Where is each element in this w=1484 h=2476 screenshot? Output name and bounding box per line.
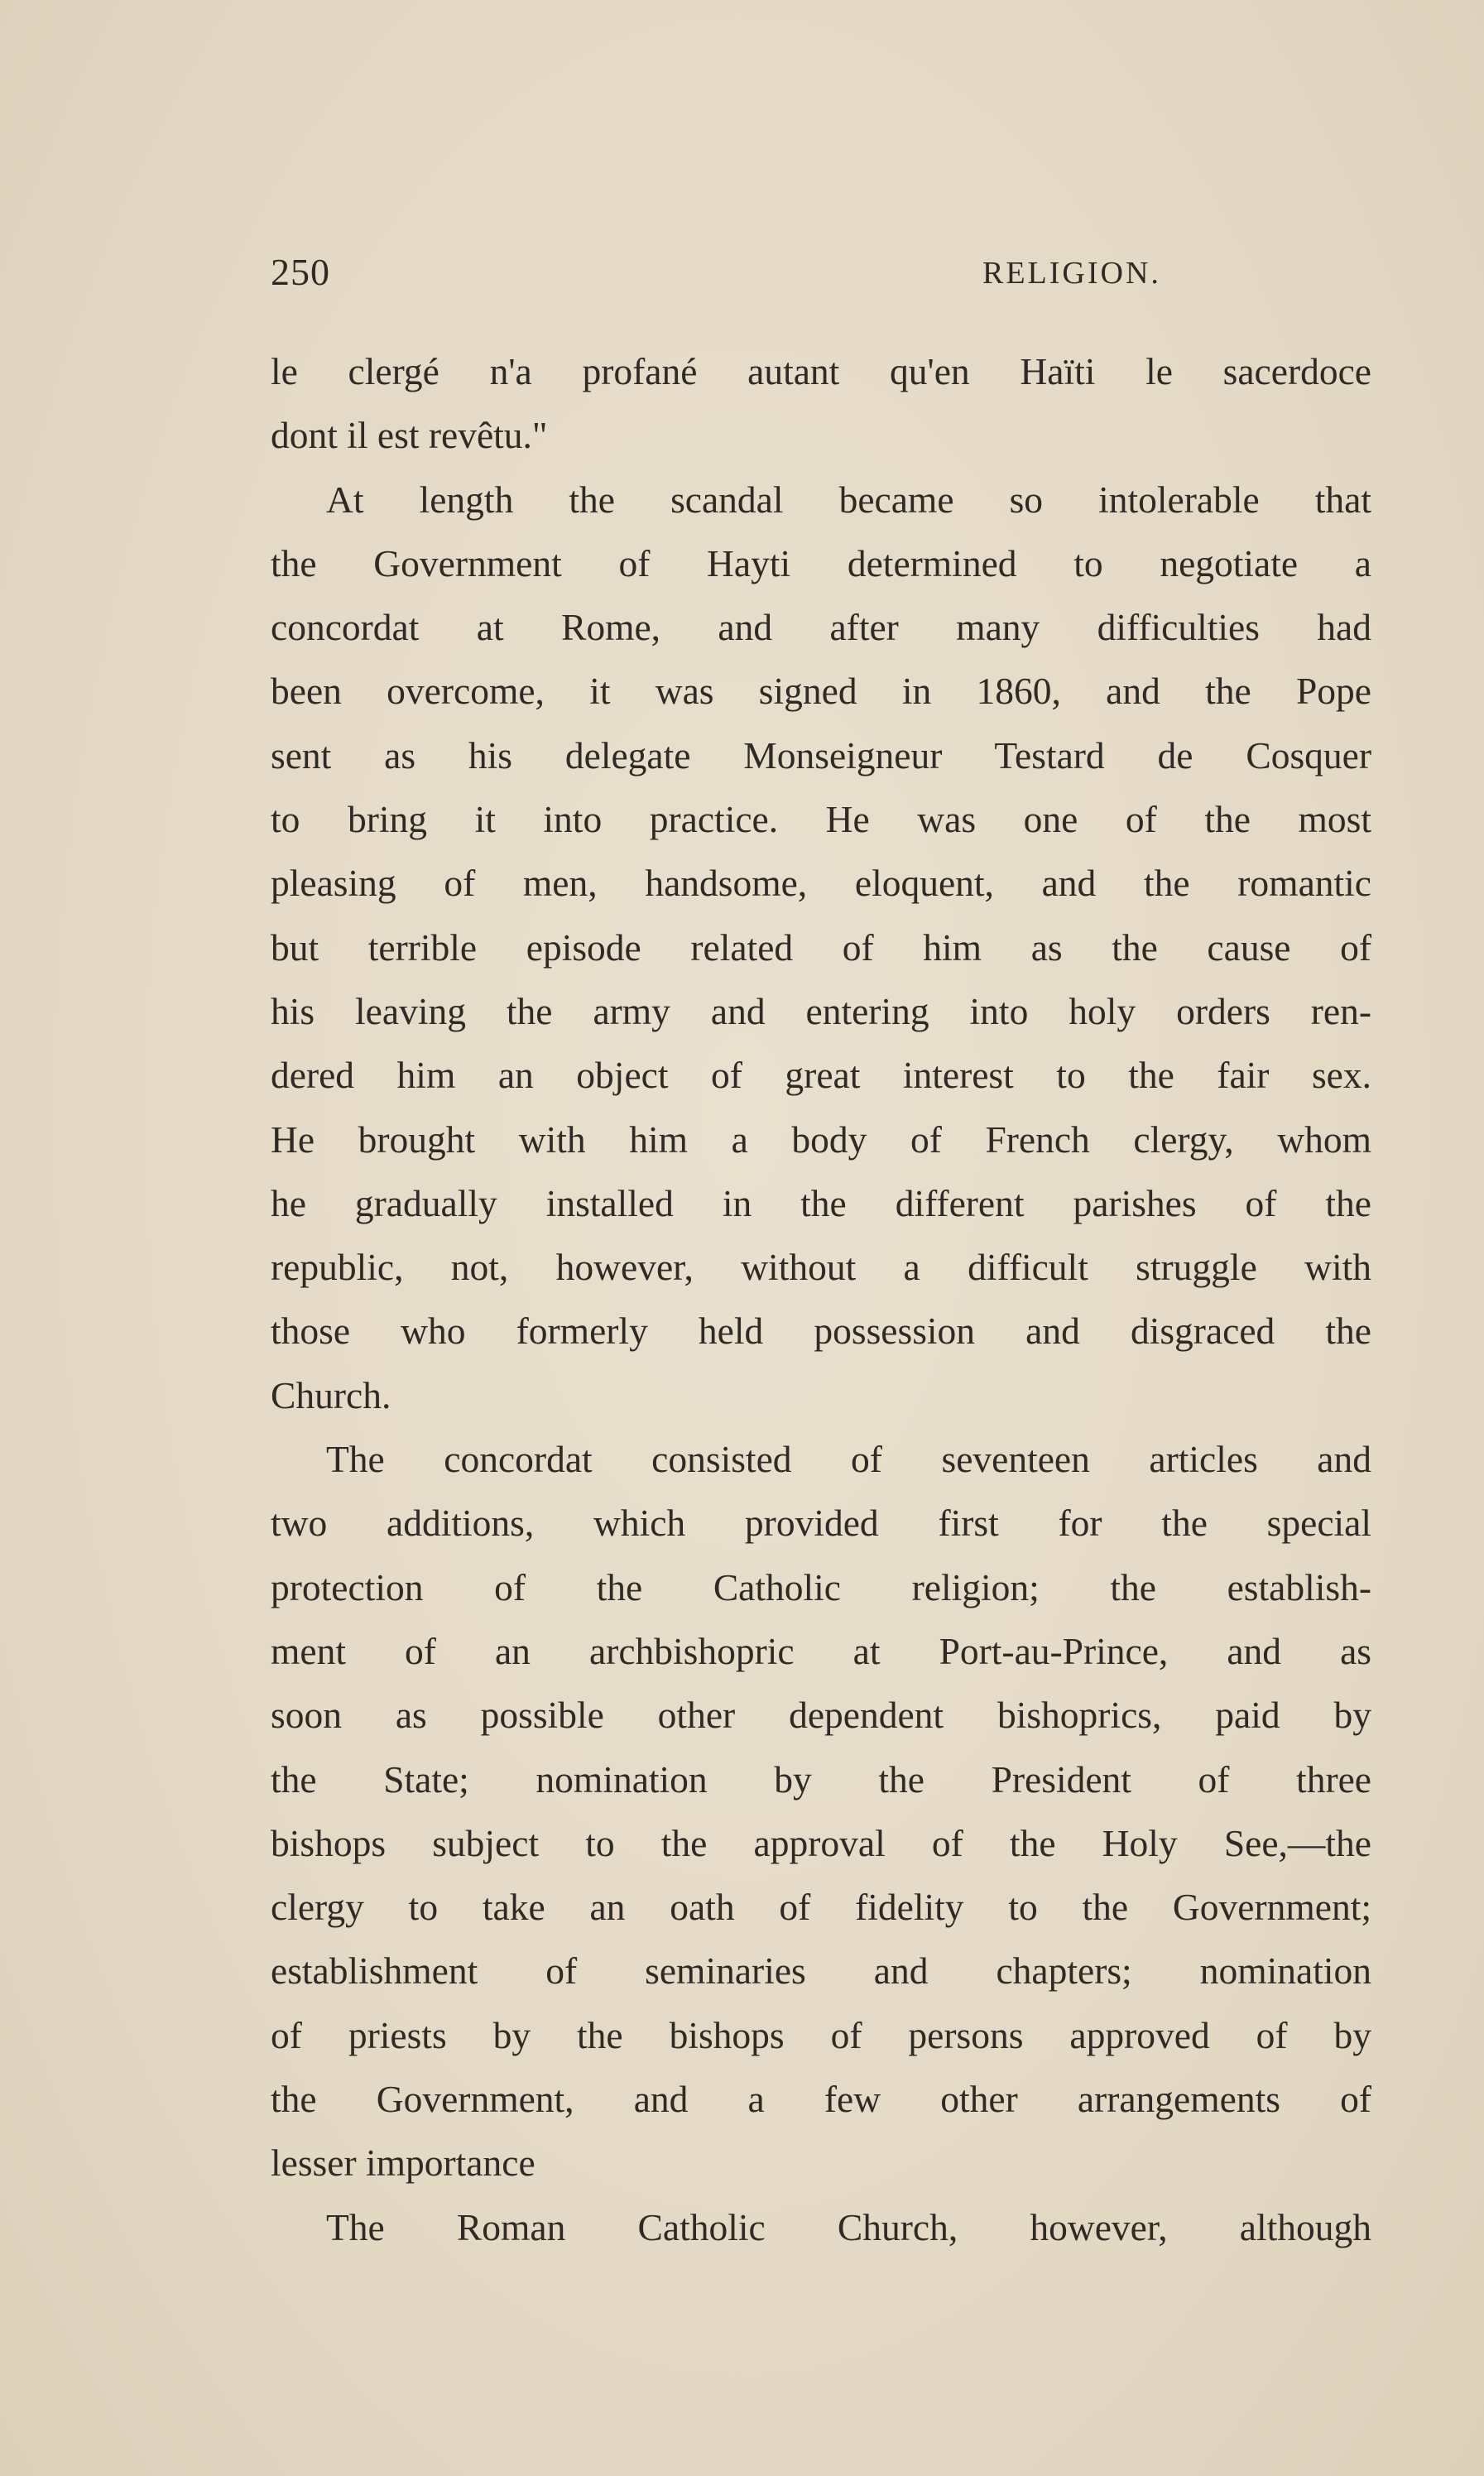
text-line: Church. (271, 1373, 391, 1416)
text-line: republic, not, however, without a difficult struggle with (271, 1246, 1371, 1289)
text-line: he gradually installed in the different parishes of the (271, 1181, 1371, 1224)
text-line: the State; nomination by the President of three (271, 1757, 1371, 1801)
body-text (271, 339, 1371, 2259)
text-line: The concordat consisted of seventeen articles and (326, 1438, 1371, 1481)
text-line: bishops subject to the approval of the Holy See,—the (271, 1821, 1371, 1864)
text-line: his leaving the army and entering into holy orders ren- (271, 989, 1371, 1032)
text-line: le clergé n'a profané autant qu'en Haïti le sacerdoce (271, 350, 1371, 392)
text-line: two additions, which provided first for the special (271, 1502, 1371, 1545)
text-line: concordat at Rome, and after many difficulties had (271, 606, 1371, 649)
text-line: He brought with him a body of French clergy, whom (271, 1118, 1371, 1161)
text-line: protection of the Catholic religion; the establish- (271, 1565, 1371, 1608)
text-line: At length the scandal became so intolerable that (326, 478, 1371, 521)
text-line: of priests by the bishops of persons approved of by (271, 2013, 1371, 2056)
text-line: been overcome, it was signed in 1860, and the Pope (271, 670, 1371, 713)
text-line: those who formerly held possession and disgraced the (271, 1310, 1371, 1353)
text-line: lesser importance (271, 2142, 535, 2185)
text-line: soon as possible other dependent bishoprics, paid by (271, 1694, 1371, 1737)
text-line: dered him an object of great interest to the fair sex. (271, 1054, 1371, 1097)
text-line: establishment of seminaries and chapters; nomination (271, 1950, 1371, 1993)
text-line: pleasing of men, handsome, eloquent, and the romantic (271, 862, 1371, 905)
text-line: the Government of Hayti determined to negotiate a (271, 541, 1371, 584)
text-line: dont il est revêtu." (271, 414, 548, 457)
page-number: 250 (271, 251, 330, 293)
text-line: ment of an archbishopric at Port-au-Prince, and as (271, 1629, 1371, 1672)
text-line: clergy to take an oath of fidelity to the Government; (271, 1886, 1371, 1929)
text-line: The Roman Catholic Church, however, although (326, 2205, 1371, 2248)
text-line: sent as his delegate Monseigneur Testard de Cosquer (271, 733, 1371, 776)
text-line: the Government, and a few other arrangements of (271, 2078, 1371, 2121)
text-line: but terrible episode related of him as the cause of (271, 925, 1371, 969)
page-header (271, 250, 1371, 300)
text-line: to bring it into practice. He was one of the most (271, 798, 1371, 841)
running-head: RELIGION. (982, 256, 1161, 291)
